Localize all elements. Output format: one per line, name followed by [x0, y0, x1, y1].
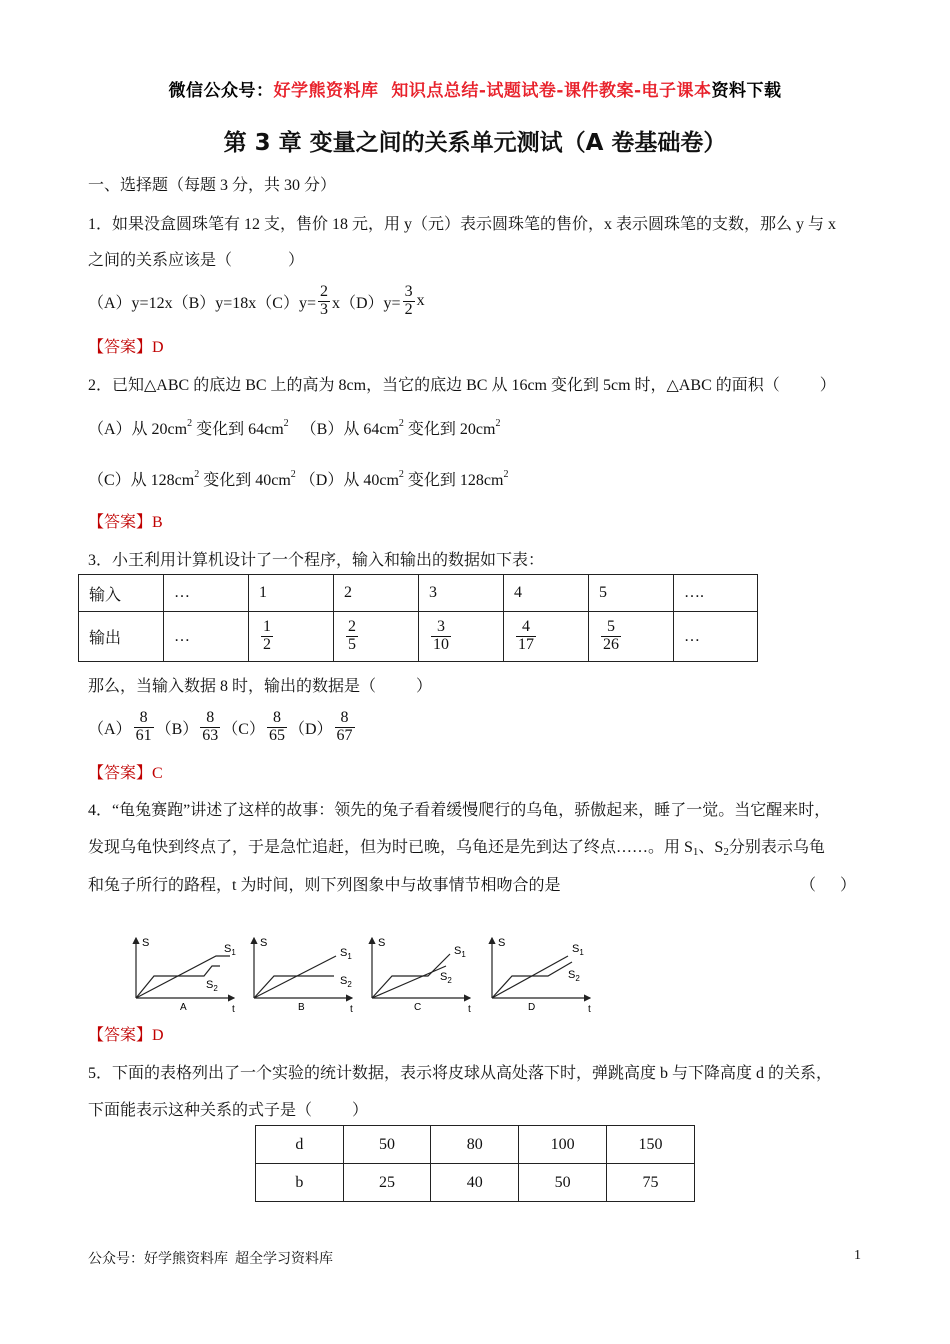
q1-line2: 之间的关系应该是（ ） — [88, 252, 305, 269]
q5-table — [255, 1125, 695, 1202]
banner-links: 知识点总结-试题试卷-课件教案-电子课本 — [391, 81, 712, 101]
q4-paren: （ ） — [800, 877, 857, 894]
banner-brand: 好学熊资料库 — [273, 81, 379, 101]
svg-text:S1: $S_1$ — [454, 945, 466, 959]
page-number: 1 — [854, 1248, 861, 1263]
q4-answer: 【答案】D — [88, 1027, 164, 1044]
svg-text:D: D — [528, 1002, 536, 1013]
q5-line1: 5．下面的表格列出了一个实验的统计数据，表示将皮球从高处落下时，弹跳高度 b 与下降高度 d 的关系， — [88, 1065, 833, 1082]
q1-frac-c: $\frac{2}{3}$ — [319, 282, 328, 318]
footer-text: 公众号：好学熊资料库 超全学习资料库 — [88, 1252, 333, 1267]
svg-text:S2: $S_2$ — [206, 979, 218, 993]
graph-a — [136, 937, 236, 1015]
banner-suffix: 资料下载 — [711, 81, 782, 101]
graph-b — [254, 937, 353, 1015]
q2-options-cd: （C）从 $128cm^2$ 变化到 $40cm^2$ （D）从 $40cm^2$ 变化到 $128cm^2$ — [88, 469, 509, 489]
svg-text:B: B — [298, 1002, 305, 1013]
q3-input-row: 输入 … 1 2 3 4 5 …. — [79, 575, 758, 612]
svg-text:S1: $S_1$ — [572, 943, 584, 957]
banner-gap — [378, 81, 391, 101]
document-title: 第 3 章 变量之间的关系单元测试（A 卷基础卷） — [223, 130, 727, 156]
graph-d — [492, 937, 591, 1015]
svg-text:t: t — [350, 1004, 353, 1015]
q3-options: （A） $\frac{8}{61}$ （B） $\frac{8}{63}$ （C） $\frac{8}{65}$ （D） $\frac{8}{67}$ — [88, 708, 353, 744]
q5-row-d: d 50 80 100 150 — [256, 1126, 695, 1164]
top-banner — [0, 76, 950, 101]
svg-text:A: A — [180, 1002, 187, 1013]
banner-prefix: 微信公众号： — [168, 81, 274, 101]
q1-opt-d-tail: x — [416, 292, 425, 309]
svg-text:S2: $S_2$ — [440, 971, 452, 985]
svg-text:t: t — [468, 1004, 471, 1015]
svg-text:C: C — [414, 1002, 422, 1013]
svg-text:t: t — [232, 1004, 235, 1015]
q4-line1: 4．“龟兔赛跑”讲述了这样的故事：领先的兔子看着缓慢爬行的乌龟，骄傲起来，睡了一觉。当它醒来时， — [88, 802, 831, 819]
q2-answer: 【答案】B — [88, 514, 163, 531]
section-heading: 一、选择题（每题 3 分，共 30 分） — [88, 177, 337, 194]
q5-row-b: b 25 40 50 75 — [256, 1164, 695, 1202]
svg-text:S: S — [260, 937, 268, 949]
q3-stem: 3．小王利用计算机设计了一个程序，输入和输出的数据如下表： — [88, 552, 545, 569]
q3-table — [78, 574, 758, 662]
q4-line2: 发现乌龟快到终点了，于是急忙追赶，但为时已晚，乌龟还是先到达了终点……。用 $S_1$、$S_2$分别表示乌龟 — [88, 839, 825, 858]
q3-question: 那么，当输入数据 8 时，输出的数据是（ ） — [88, 678, 433, 695]
q4-line3: 和兔子所行的路程，t 为时间，则下列图象中与故事情节相吻合的是 — [88, 877, 561, 894]
svg-text:S2: $S_2$ — [568, 969, 580, 983]
q1-answer: 【答案】D — [88, 339, 164, 356]
q2-stem: 2．已知△ABC 的底边 BC 上的高为 8cm，当它的底边 BC 从 16cm 变化到 5cm 时，△ABC 的面积（ ） — [88, 377, 836, 394]
svg-text:S1: $S_1$ — [224, 943, 236, 957]
svg-text:t: t — [588, 1004, 591, 1015]
q1-frac-d: $\frac{3}{2}$ — [404, 282, 413, 318]
q3-output-row: 输出 … $\frac{1}{2}$ $\frac{2}{5}$ $\frac{3}{10}$ $\frac{4}{17}$ $\frac{5}{26}$ … — [79, 612, 758, 662]
q1-opt-c-tail: x（D）y= — [331, 294, 401, 312]
q5-line2: 下面能表示这种关系的式子是（ ） — [88, 1102, 369, 1119]
q1-opt-ab: （A）y=12x（B）y=18x（C）y= — [88, 294, 316, 312]
q1-line1: 1．如果没盒圆珠笔有 12 支，售价 18 元，用 y（元）表示圆珠笔的售价，x 表示圆珠笔的支数，那么 y 与 x — [88, 216, 837, 233]
svg-text:S: S — [498, 937, 506, 949]
q4-graphs — [120, 930, 600, 1016]
q3-answer: 【答案】C — [88, 765, 163, 782]
svg-text:S2: $S_2$ — [340, 975, 352, 989]
svg-text:S: S — [142, 937, 150, 949]
svg-text:S: S — [378, 937, 386, 949]
graph-c — [372, 937, 471, 1015]
q1-options — [88, 279, 425, 323]
svg-text:S1: $S_1$ — [340, 947, 352, 961]
q2-options-ab: （A）从 $20cm^2$ 变化到 $64cm^2$ （B）从 $64cm^2$ 变化到 $20cm^2$ — [88, 418, 501, 438]
